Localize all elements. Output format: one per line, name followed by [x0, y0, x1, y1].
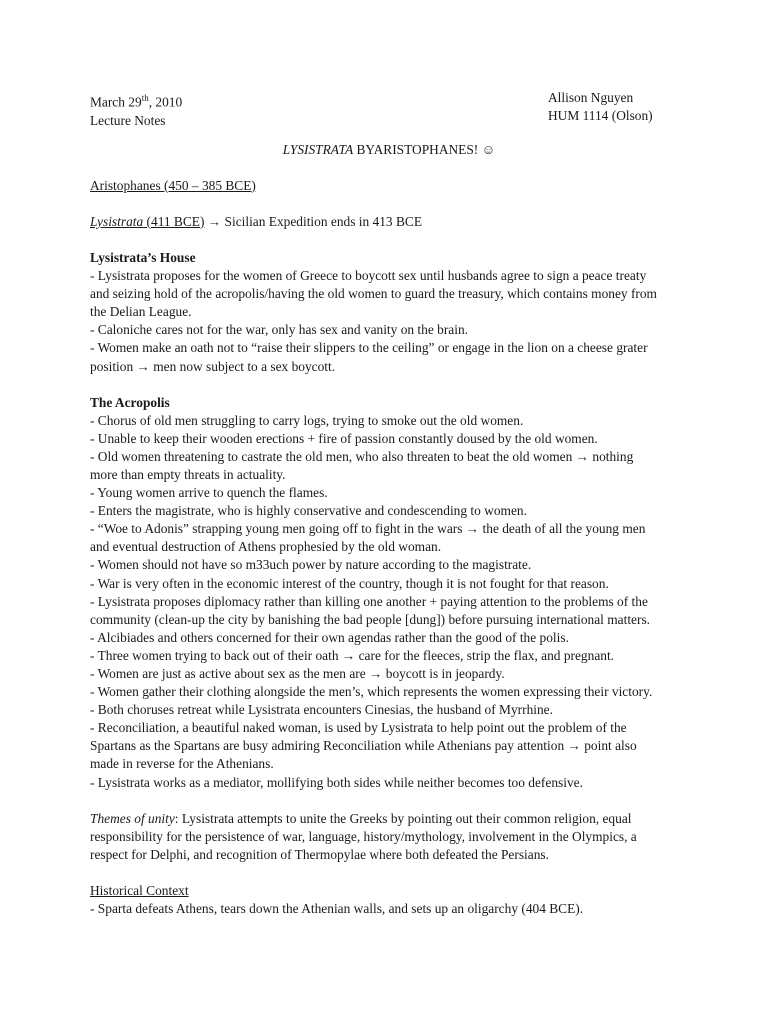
text-line: - Young women arrive to quench the flames.: [90, 485, 328, 501]
text-line: - “Woe to Adonis” strapping young men going off to fight in the wars → the death of all the young men: [90, 521, 646, 537]
section-heading-acropolis: The Acropolis: [90, 394, 170, 410]
text-line: - Lysistrata proposes diplomacy rather than killing one another + paying attention to the problems of the: [90, 593, 648, 609]
text-line: responsibility for the persistence of war, language, history/mythology, involvement in the Olympics, a: [90, 828, 637, 844]
text-line: - Sparta defeats Athens, tears down the Athenian walls, and sets up an oligarchy (404 BCE).: [90, 901, 584, 917]
text-line: community (clean-up the city by banishing the bad people [dung]) before pursuing international matters.: [90, 611, 651, 627]
text-line: - Unable to keep their wooden erections + fire of passion constantly doused by the old women.: [90, 430, 598, 446]
themes-paragraph: [90, 810, 688, 864]
themes-label: Themes of unity: [90, 810, 175, 826]
text-line: - War is very often in the economic interest of the country, though it is not fought for that reason.: [90, 575, 609, 591]
document-title: [90, 141, 688, 159]
text-line: - Women should not have so m33uch power by nature according to the magistrate.: [90, 557, 532, 573]
text-line: - Women are just as active about sex as the men are → boycott is in jeopardy.: [90, 666, 505, 681]
course: HUM 1114 (Olson): [548, 108, 653, 124]
text-line: more than empty threats in actuality.: [90, 466, 286, 482]
section-house-body: [90, 267, 688, 376]
header-row: [90, 89, 688, 130]
text-line: - Enters the magistrate, who is highly conservative and condescending to women.: [90, 503, 527, 519]
text-line: - Caloniche cares not for the war, only has sex and vanity on the brain.: [90, 322, 469, 338]
text-line: and seizing hold of the acropolis/having the old women to guard the treasury, which contains money from: [90, 286, 657, 302]
section-acropolis-body: [90, 412, 688, 792]
text-line: - Women gather their clothing alongside the men’s, which represents the women expressing their victory.: [90, 684, 653, 700]
header-left: [90, 89, 182, 130]
date: March 29th, 2010: [90, 93, 183, 110]
text-line: - Reconciliation, a beautiful naked woman, is used by Lysistrata to help point out the problem of the: [90, 720, 627, 736]
title-italic: LYSISTRATA: [282, 141, 354, 157]
text-line: and eventual destruction of Athens prophesied by the old woman.: [90, 539, 442, 555]
text-line: - Three women trying to back out of their oath → care for the fleeces, strip the flax, and pregnant.: [90, 647, 615, 663]
text-line: respect for Delphi, and recognition of Thermopylae where both defeated the Persians.: [90, 846, 549, 862]
section-heading-historical: Historical Context: [90, 882, 189, 898]
text-line: position → men now subject to a sex boycott.: [90, 358, 336, 374]
text-line: - Both choruses retreat while Lysistrata encounters Cinesias, the husband of Myrrhine.: [90, 702, 553, 718]
text-line: Spartans as the Spartans are busy admiring Reconciliation while Athenians pay attention → point also: [90, 738, 637, 754]
title-rest: BYARISTOPHANES! ☺: [353, 141, 496, 157]
author: Allison Nguyen: [548, 90, 634, 105]
text-line: the Delian League.: [90, 304, 192, 320]
aristophanes-dates: Aristophanes (450 – 385 BCE): [90, 177, 256, 193]
text-line: - Lysistrata proposes for the women of Greece to boycott sex until husbands agree to sign a peace treaty: [90, 268, 647, 284]
text-line: - Lysistrata works as a mediator, mollifying both sides while neither becomes too defensive.: [90, 774, 583, 790]
header-right: [548, 89, 688, 130]
text-line: made in reverse for the Athenians.: [90, 756, 274, 772]
lysistrata-date-line: Lysistrata (411 BCE) → Sicilian Expedition ends in 413 BCE: [90, 213, 423, 229]
text-line: - Chorus of old men struggling to carry logs, trying to smoke out the old women.: [90, 412, 524, 428]
date-superscript: th: [141, 93, 149, 103]
text-line: Themes of unity: Lysistrata attempts to unite the Greeks by pointing out their common religion, equal: [90, 810, 632, 826]
text-line: - Old women threatening to castrate the old men, who also threaten to beat the old women → nothing: [90, 448, 634, 464]
text-line: - Women make an oath not to “raise their slippers to the ceiling” or engage in the lion on a cheese grater: [90, 340, 648, 356]
doc-type: Lecture Notes: [90, 112, 166, 128]
section-heading-house: Lysistrata’s House: [90, 249, 196, 265]
text-line: - Alcibiades and others concerned for their own agendas rather than the good of the polis.: [90, 629, 569, 645]
